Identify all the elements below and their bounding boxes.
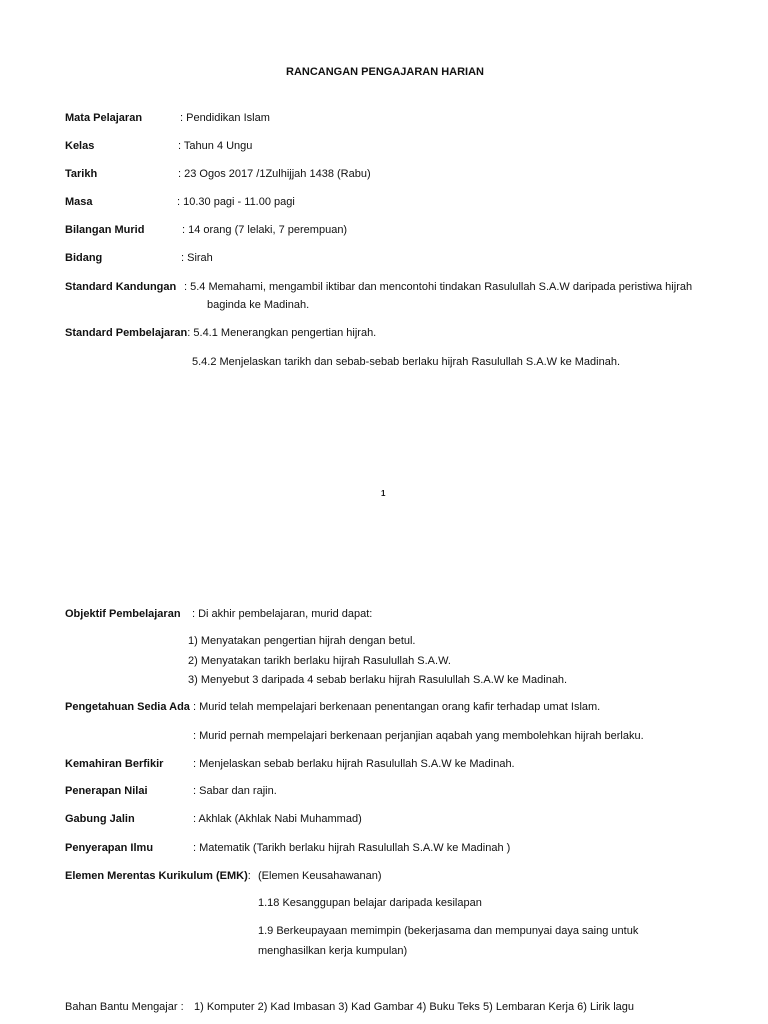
emk-item-1: 1.18 Kesanggupan belajar daripada kesilapan — [258, 897, 482, 909]
objektif-value: : Di akhir pembelajaran, murid dapat: — [192, 608, 373, 620]
field-value-mata-pelajaran: : Pendidikan Islam — [180, 112, 270, 124]
objektif-label: Objektif Pembelajaran — [65, 608, 181, 620]
standard-pembelajaran-line1: : 5.4.1 Menerangkan pengertian hijrah. — [187, 327, 377, 339]
emk-label: Elemen Merentas Kurikulum (EMK) — [65, 870, 248, 882]
field-label-masa: Masa — [65, 196, 93, 208]
standard-pembelajaran-label: Standard Pembelajaran — [65, 327, 188, 339]
emk-item-2-line2: menghasilkan kerja kumpulan) — [258, 945, 408, 957]
penyerapan-ilmu-value: : Matematik (Tarikh berlaku hijrah Rasulullah S.A.W ke Madinah ) — [193, 842, 511, 854]
pengetahuan-line1: : Murid telah mempelajari berkenaan penentangan orang kafir terhadap umat Islam. — [193, 701, 601, 713]
standard-kandungan-label: Standard Kandungan — [65, 281, 177, 293]
standard-pembelajaran — [65, 326, 376, 340]
emk-row — [65, 869, 251, 883]
field-value-masa: : 10.30 pagi - 11.00 pagi — [177, 196, 295, 208]
standard-pembelajaran-line2: 5.4.2 Menjelaskan tarikh dan sebab-sebab berlaku hijrah Rasulullah S.A.W ke Madinah. — [192, 356, 621, 368]
gabung-jalin-value: : Akhlak (Akhlak Nabi Muhammad) — [193, 813, 362, 825]
standard-kandungan-line1: : 5.4 Memahami, mengambil iktibar dan mencontohi tindakan Rasulullah S.A.W daripada peristiwa hijrah — [184, 281, 693, 293]
pengetahuan-line2: : Murid pernah mempelajari berkenaan perjanjian aqabah yang membolehkan hijrah berlaku. — [193, 730, 644, 742]
objektif-item-1: 1) Menyatakan pengertian hijrah dengan betul. — [188, 635, 416, 647]
penerapan-nilai-value: : Sabar dan rajin. — [193, 785, 277, 797]
penyerapan-ilmu-label: Penyerapan Ilmu — [65, 842, 154, 854]
gabung-jalin-label: Gabung Jalin — [65, 813, 135, 825]
field-label-mata-pelajaran: Mata Pelajaran — [65, 112, 143, 124]
page-number: 1 — [381, 489, 386, 498]
objektif-item-3: 3) Menyebut 3 daripada 4 sebab berlaku hijrah Rasulullah S.A.W ke Madinah. — [188, 674, 568, 686]
standard-kandungan-line2: baginda ke Madinah. — [207, 299, 310, 311]
objektif-item-2: 2) Menyatakan tarikh berlaku hijrah Rasulullah S.A.W. — [188, 655, 451, 667]
field-label-bidang: Bidang — [65, 252, 103, 264]
bahan-bantu-value: 1) Komputer 2) Kad Imbasan 3) Kad Gambar 4) Buku Teks 5) Lembaran Kerja 6) Lirik lagu — [194, 1001, 635, 1013]
field-value-bilangan-murid: : 14 orang (7 lelaki, 7 perempuan) — [182, 224, 348, 236]
bahan-bantu-label: Bahan Bantu Mengajar : — [65, 1001, 184, 1013]
kemahiran-berfikir-label: Kemahiran Berfikir — [65, 758, 164, 770]
emk-value: (Elemen Keusahawanan) — [258, 870, 382, 882]
emk-item-2-line1: 1.9 Berkeupayaan memimpin (bekerjasama dan mempunyai daya saing untuk — [258, 925, 639, 937]
penerapan-nilai-label: Penerapan Nilai — [65, 785, 148, 797]
field-value-bidang: : Sirah — [181, 252, 213, 264]
kemahiran-berfikir-value: : Menjelaskan sebab berlaku hijrah Rasulullah S.A.W ke Madinah. — [193, 758, 515, 770]
field-label-kelas: Kelas — [65, 140, 95, 152]
document-title: RANCANGAN PENGAJARAN HARIAN — [286, 66, 485, 78]
field-label-bilangan-murid: Bilangan Murid — [65, 224, 145, 236]
field-label-tarikh: Tarikh — [65, 168, 98, 180]
field-value-kelas: : Tahun 4 Ungu — [178, 140, 253, 152]
field-value-tarikh: : 23 Ogos 2017 /1Zulhijjah 1438 (Rabu) — [178, 168, 371, 180]
pengetahuan-label: Pengetahuan Sedia Ada — [65, 701, 190, 713]
emk-colon: : — [247, 870, 251, 882]
